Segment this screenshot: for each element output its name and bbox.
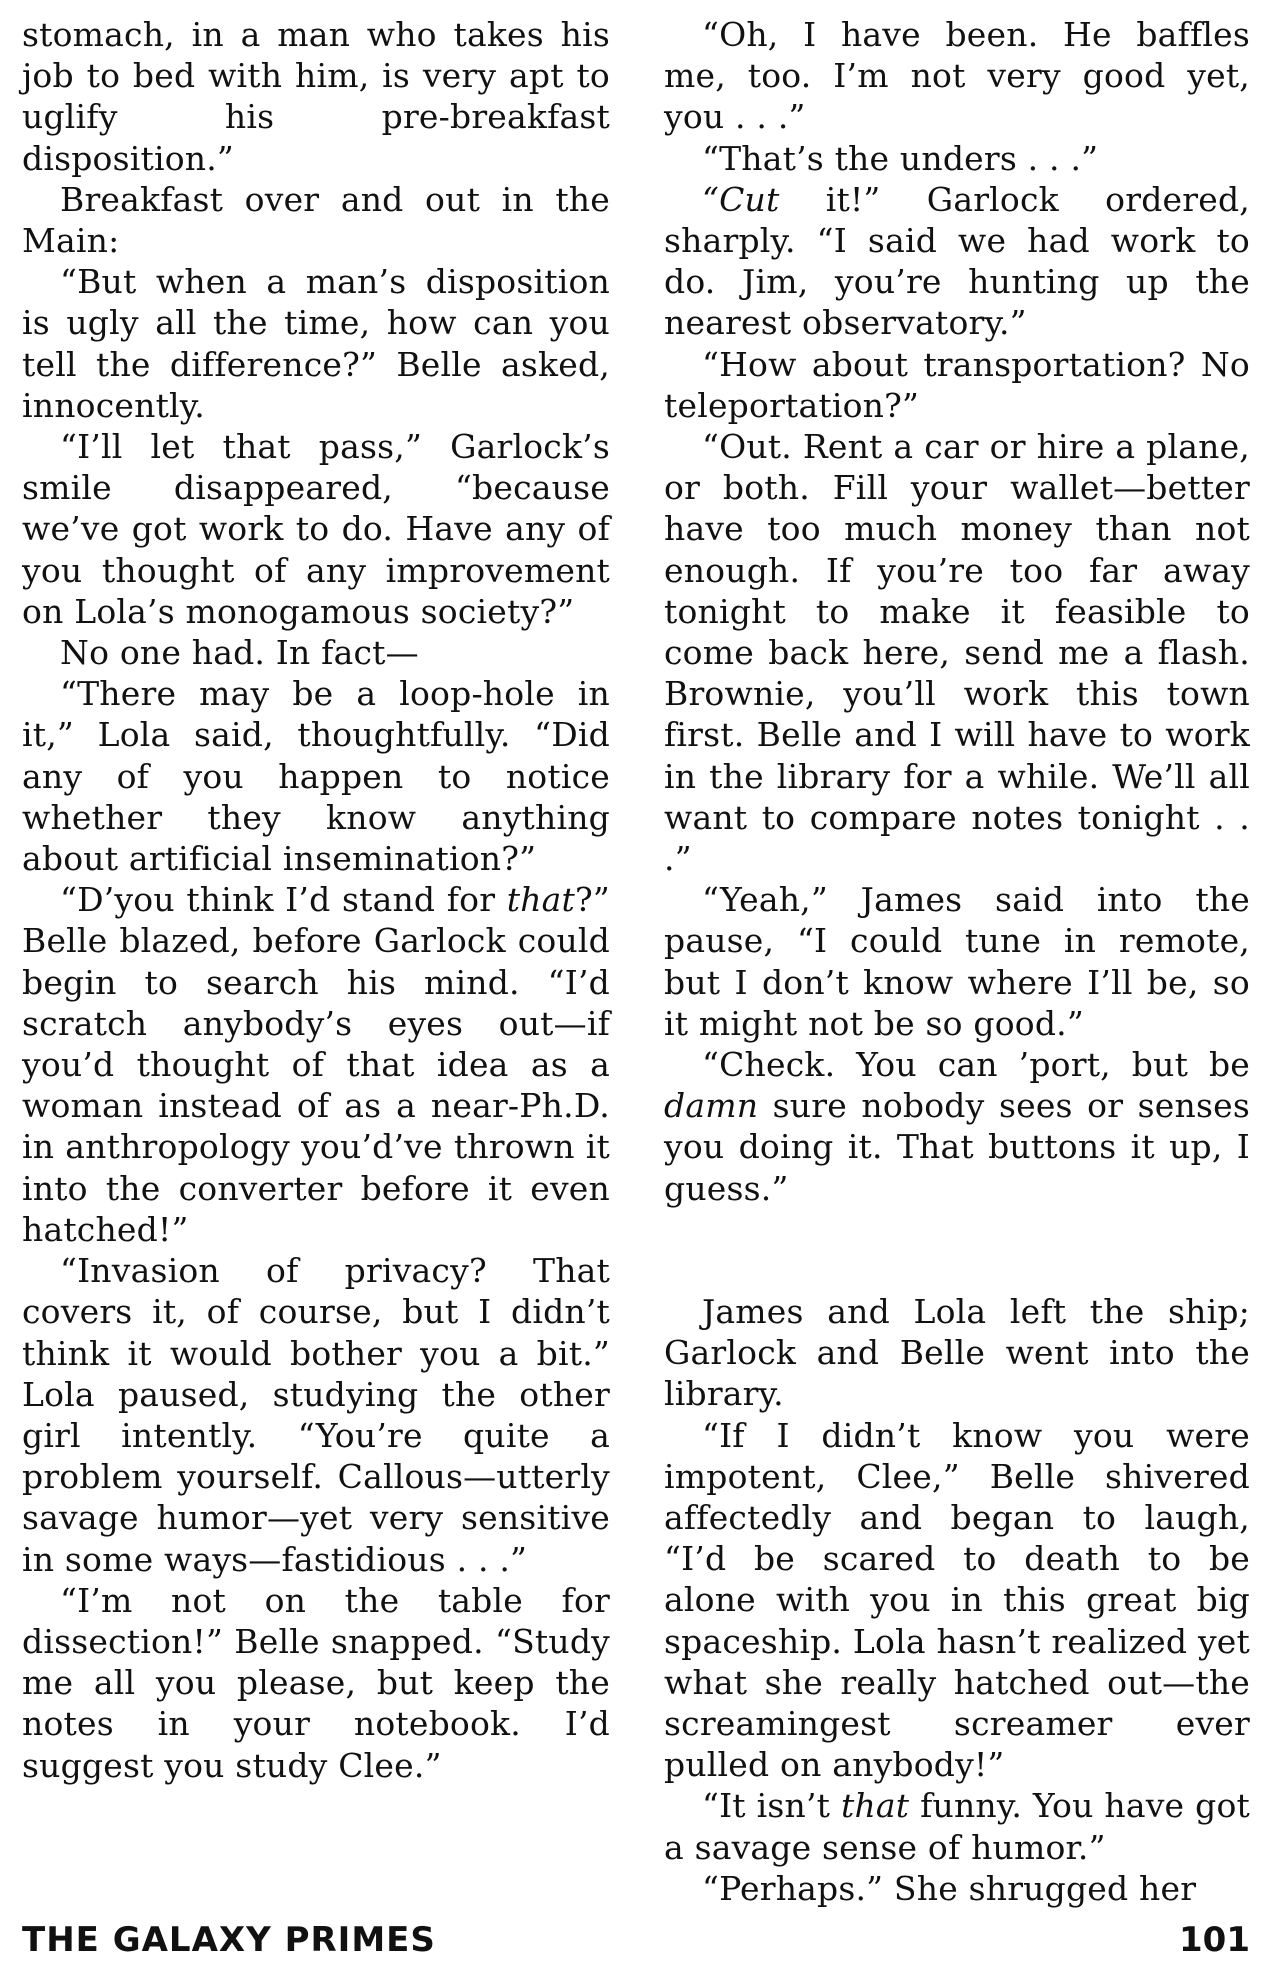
emphasis: that bbox=[840, 1786, 910, 1826]
paragraph: “Oh, I have been. He baffles me, too. I’m not very good yet, you . . .” bbox=[664, 15, 1250, 137]
paragraph: “If I didn’t know you were impotent, Clee,” Belle shivered affectedly and began to laugh, “I’d be scared to death to be alone with you in this great big spaceship. Lola hasn’t realized yet what she really hatched out—the screamingest screamer ever pulled on anybody!” bbox=[664, 1415, 1250, 1785]
paragraph: “Out. Rent a car or hire a plane, or both. Fill your wallet—better have too much money than not enough. If you’re too far away tonight to make it feasible to come back here, send me a flash. Brownie, you’ll work this town first. Belle and I will have to work in the library for a while. We’ll all want to compare notes tonight . . .” bbox=[664, 427, 1250, 879]
paragraph: “How about transportation? No teleportation?” bbox=[664, 344, 1250, 425]
left-column bbox=[22, 14, 610, 1786]
text-run: funny. You have got a savage sense of humor.” bbox=[664, 1786, 1251, 1867]
text-run: it!” Garlock ordered, sharply. “I said we had work to do. Jim, you’re hunting up the nearest observatory.” bbox=[664, 179, 1250, 343]
paragraph: No one had. In fact— bbox=[60, 633, 419, 673]
right-column bbox=[664, 14, 1250, 1909]
text-run: sure nobody sees or senses you doing it. That buttons it up, I guess.” bbox=[664, 1086, 1250, 1208]
emphasis: damn bbox=[664, 1086, 759, 1126]
paragraph bbox=[664, 179, 1250, 344]
text-run: ?” Belle blazed, before Garlock could begin to search his mind. “I’d scratch anybody’s eyes out—if you’d thought of that idea as a woman instead of as a near-Ph.D. in anthropology you’d’ve thrown it into the converter before it even hatched!” bbox=[22, 880, 610, 1249]
page-footer bbox=[22, 1920, 1250, 1970]
paragraph bbox=[664, 1044, 1250, 1209]
emphasis: “Cut bbox=[702, 179, 780, 219]
paragraph: “I’m not on the table for dissection!” Belle snapped. “Study me all you please, but keep the notes in your notebook. I’d suggest you study Clee.” bbox=[22, 1580, 610, 1785]
paragraph: Breakfast over and out in the Main: bbox=[22, 179, 610, 261]
text-run: “D’you think I’d stand for bbox=[60, 880, 507, 920]
paragraph: James and Lola left the ship; Garlock and Belle went into the library. bbox=[664, 1291, 1250, 1414]
emphasis: that bbox=[506, 880, 576, 920]
paragraph: “Yeah,” James said into the pause, “I could tune in remote, but I don’t know where I’ll be, so it might not be so good.” bbox=[664, 880, 1250, 1043]
paragraph: stomach, in a man who takes his job to bed with him, is very apt to uglify his pre-breakfast disposition.” bbox=[22, 15, 610, 178]
paragraph: “There may be a loop-hole in it,” Lola said, thoughtfully. “Did any of you happen to notice whether they know anything about artificial insemination?” bbox=[22, 674, 610, 879]
text-run: “It isn’t bbox=[702, 1786, 841, 1826]
running-title: THE GALAXY PRIMES bbox=[22, 1920, 436, 1960]
paragraph: “I’ll let that pass,” Garlock’s smile disappeared, “because we’ve got work to do. Have any of you thought of any improvement on Lola’s monogamous society?” bbox=[22, 427, 610, 631]
paragraph: “Invasion of privacy? That covers it, of course, but I didn’t think it would bother you a bit.” Lola paused, studying the other girl intently. “You’re quite a problem yourself. Callous—utterly savage humor—yet very sensitive in some ways—fastidious . . .” bbox=[22, 1251, 610, 1579]
paragraph: “That’s the unders . . .” bbox=[702, 138, 1099, 178]
paragraph: “But when a man’s disposition is ugly all the time, how can you tell the difference?” Belle asked, innocently. bbox=[22, 262, 610, 425]
paragraph bbox=[664, 1785, 1250, 1867]
paragraph bbox=[22, 879, 610, 1250]
paragraph: “Perhaps.” She shrugged her bbox=[702, 1868, 1197, 1908]
page-number: 101 bbox=[1179, 1920, 1250, 1960]
text-run: “Check. You can ’port, but be bbox=[702, 1045, 1250, 1085]
